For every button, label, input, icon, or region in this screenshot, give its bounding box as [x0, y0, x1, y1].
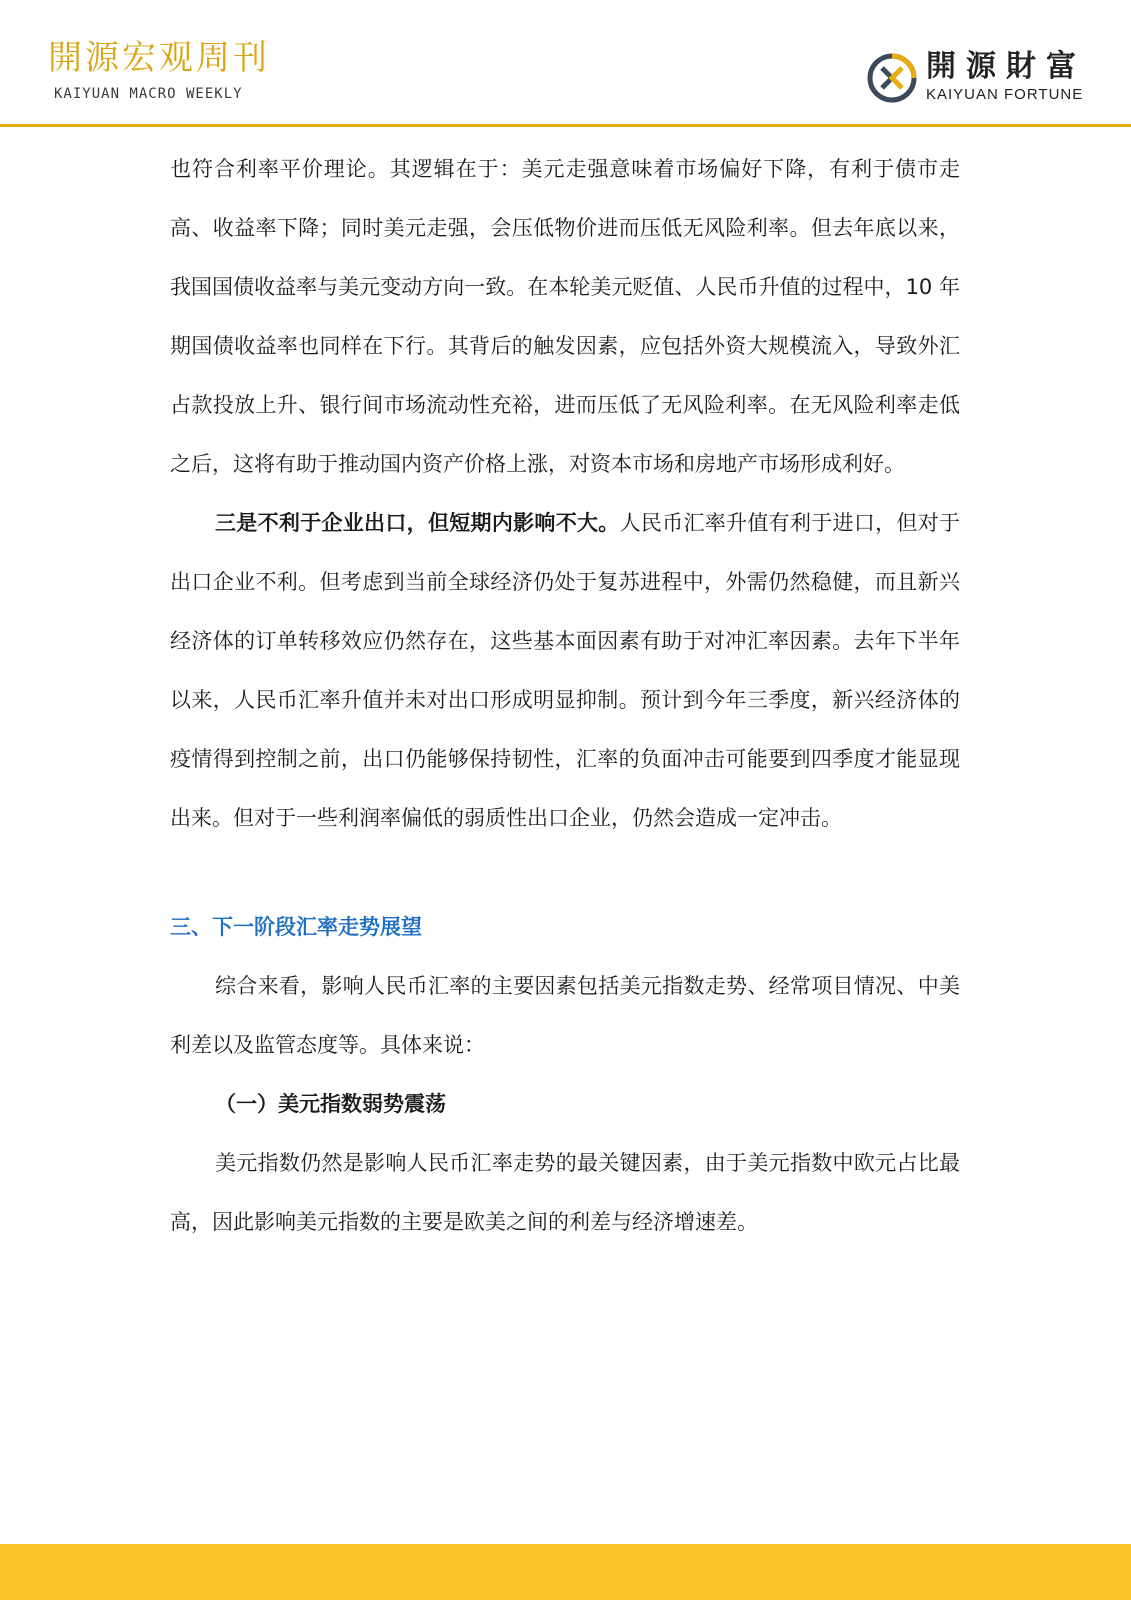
paragraph-4: 美元指数仍然是影响人民币汇率走势的最关键因素，由于美元指数中欧元占比最高，因此影响美元指数的主要是欧美之间的利差与经济增速差。 [170, 1151, 960, 1234]
header-divider [0, 124, 1131, 127]
company-logo [866, 50, 1096, 106]
brand-subtitle: KAIYUAN MACRO WEEKLY [54, 86, 243, 102]
footer-bar [0, 1544, 1131, 1600]
section-heading: 三、下一阶段汇率走势展望 [170, 915, 422, 939]
article-body [170, 140, 960, 1252]
paragraph-2 [170, 494, 960, 848]
brand-title: 開源宏观周刊 [48, 38, 270, 78]
paragraph-1: 也符合利率平价理论。其逻辑在于：美元走强意味着市场偏好下降，有利于债市走高、收益率下降；同时美元走强，会压低物价进而压低无风险利率。但去年底以来，我国国债收益率与美元变动方向一致。在本轮美元贬值、人民币升值的过程中，10 年期国债收益率也同样在下行。其背后的触发因素，应包括外资大规模流入，导致外汇占款投放上升、银行间市场流动性充裕，进而压低了无风险利率。在无风险利率走低之后，这将有助于推动国内资产价格上涨，对资本市场和房地产市场形成利好。 [170, 157, 960, 476]
page-header [0, 0, 1131, 128]
subheading: （一）美元指数弱势震荡 [215, 1092, 446, 1116]
logo-name-cn: 開源財富 [926, 49, 1086, 84]
paragraph-3: 综合来看，影响人民币汇率的主要因素包括美元指数走势、经常项目情况、中美利差以及监管态度等。具体来说： [170, 974, 960, 1057]
paragraph-2-rest: 人民币汇率升值有利于进口，但对于出口企业不利。但考虑到当前全球经济仍处于复苏进程中，外需仍然稳健，而且新兴经济体的订单转移效应仍然存在，这些基本面因素有助于对冲汇率因素。去年下半年以来，人民币汇率升值并未对出口形成明显抑制。预计到今年三季度，新兴经济体的疫情得到控制之前，出口仍能够保持韧性，汇率的负面冲击可能要到四季度才能显现出来。但对于一些利润率偏低的弱质性出口企业，仍然会造成一定冲击。 [170, 511, 961, 830]
kaiyuan-logo-icon [866, 52, 918, 104]
paragraph-2-lead: 三是不利于企业出口，但短期内影响不大。 [215, 511, 620, 535]
logo-name-en: KAIYUAN FORTUNE [926, 86, 1084, 103]
